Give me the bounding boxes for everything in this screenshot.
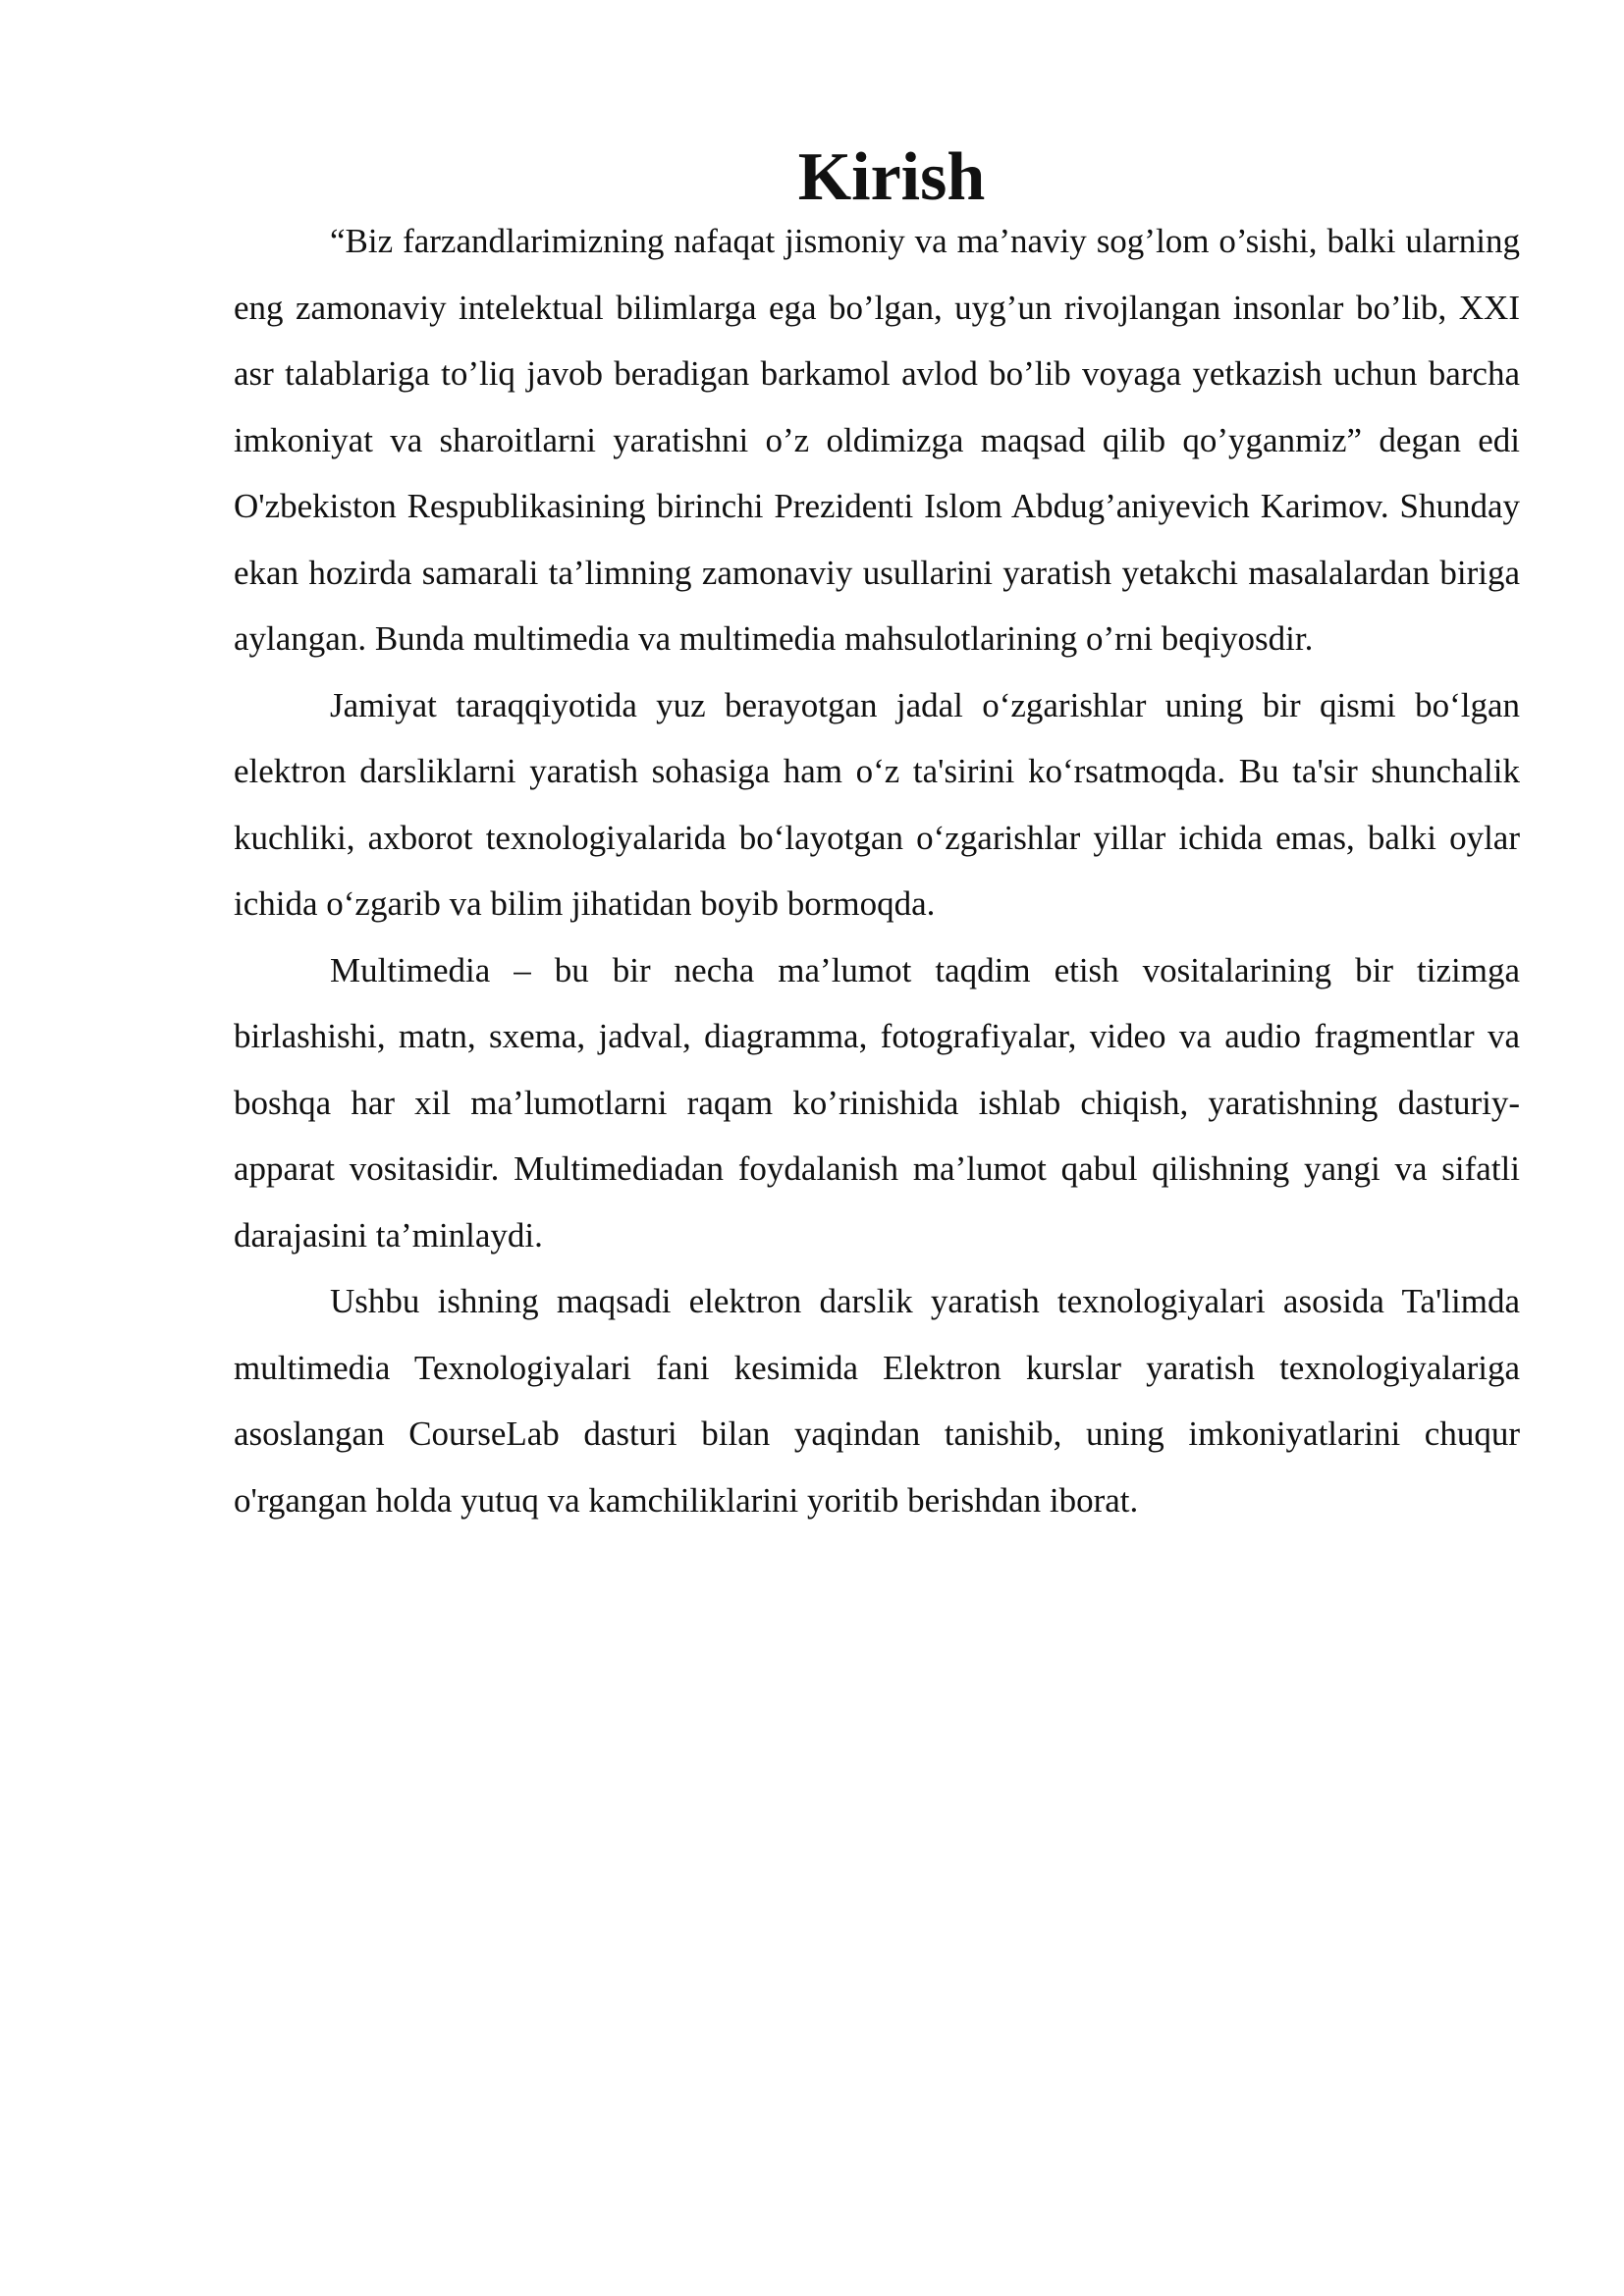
paragraph-quote: “Biz farzandlarimizning nafaqat jismoniy va ma’naviy sog’lom o’sishi, balki ularning eng zamonaviy intelektual bilimlarga ega bo’lgan, uyg’un rivojlangan insonlar bo’lib, XXI asr talablariga to’liq javob beradigan barkamol avlod bo’lib voyaga yetkazish uchun barcha imkoniyat va sharoitlarni yaratishni o’z oldimizga maqsad qilib qo’yganmiz” degan edi O'zbekiston Respublikasining birinchi Prezidenti Islom Abdug’aniyevich Karimov. Shunday ekan hozirda samarali ta’limning zamonaviy usullarini yaratish yetakchi masalalardan biriga aylangan. Bunda multimedia va multimedia mahsulotlarining o’rni beqiyosdir. [234, 222, 1520, 658]
paragraph-work-goal: Ushbu ishning maqsadi elektron darslik yaratish texnologiyalari asosida Ta'limda multimedia Texnologiyalari fani kesimida Elektron kurslar yaratish texnologiyalariga asoslangan CourseLab dasturi bilan yaqindan tanishib, uning imkoniyatlarini chuqur o'rgangan holda yutuq va kamchiliklarini yoritib berishdan iborat. [234, 1282, 1520, 1520]
page-content [234, 139, 1520, 1533]
paragraph-multimedia-definition: Multimedia – bu bir necha ma’lumot taqdim etish vositalarining bir tizimga birlashishi, matn, sxema, jadval, diagramma, fotografiyalar, video va audio fragmentlar va boshqa har xil ma’lumotlarni raqam ko’rinishida ishlab chiqish, yaratishning dasturiy-apparat vositasidir. Multimediadan foydalanish ma’lumot qabul qilishning yangi va sifatli darajasini ta’minlaydi. [234, 950, 1520, 1255]
paragraph-society-progress: Jamiyat taraqqiyotida yuz berayotgan jadal o‘zgarishlar uning bir qismi bo‘lgan elektron darsliklarni yaratish sohasiga ham o‘z ta'sirini ko‘rsatmoqda. Bu ta'sir shunchalik kuchliki, axborot texnologiyalarida bo‘layotgan o‘zgarishlar yillar ichida emas, balki oylar ichida o‘zgarib va bilim jihatidan boyib bormoqda. [234, 685, 1520, 923]
section-heading: Kirish [797, 139, 986, 215]
